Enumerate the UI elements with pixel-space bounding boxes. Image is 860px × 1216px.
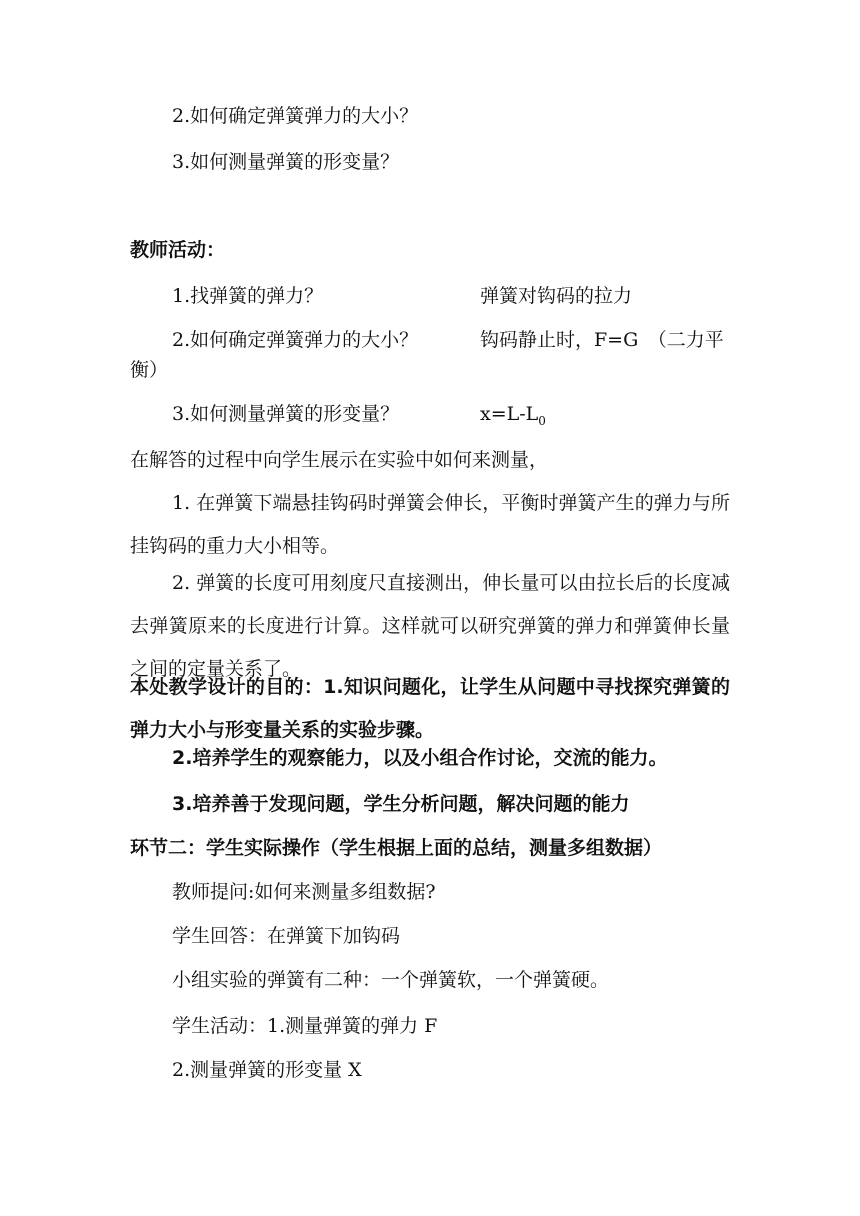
student-activity-2: 2.测量弹簧的形变量 X (172, 1059, 362, 1081)
formula-main: x=L-L (480, 403, 539, 425)
teacher-ask: 教师提问:如何来测量多组数据? (172, 881, 436, 903)
teacher-question-2: 2.如何确定弹簧弹力的大小？ (172, 329, 419, 351)
design-purpose-paragraph: 本处教学设计的目的：1.知识问题化，让学生从问题中寻找探究弹簧的弹力大小与形变量关系的实验步骤。 (130, 676, 730, 741)
design-purpose-3: 3.培养善于发现问题，学生分析问题，解决问题的能力 (172, 793, 630, 815)
teacher-answer-2: 钩码静止时，F=G （二力平 (480, 329, 724, 351)
teacher-answer-3 (480, 400, 546, 435)
group-experiment: 小组实验的弹簧有二种：一个弹簧软，一个弹簧硬。 (172, 969, 610, 991)
student-activity-1: 学生活动：1.测量弹簧的弹力 F (172, 1015, 438, 1037)
design-purpose-2: 2.培养学生的观察能力，以及小组合作讨论，交流的能力。 (172, 747, 668, 769)
teacher-question-1: 1.找弹簧的弹力？ (172, 285, 324, 307)
point-2-paragraph: 2. 弹簧的长度可用刻度尺直接测出，伸长量可以由拉长后的长度减去弹簧原来的长度进行计算。这样就可以研究弹簧的弹力和弹簧伸长量之间的定量关系了。 (130, 572, 730, 680)
question-3: 3.如何测量弹簧的形变量？ (172, 151, 400, 173)
question-2: 2.如何确定弹簧弹力的大小？ (172, 105, 419, 127)
intro-line: 在解答的过程中向学生展示在实验中如何来测量， (130, 449, 549, 471)
teacher-activity-heading: 教师活动： (130, 239, 226, 261)
student-answer: 学生回答：在弹簧下加钩码 (172, 925, 401, 947)
formula-subscript: 0 (538, 413, 546, 428)
teacher-answer-2-continuation: 衡） (130, 359, 169, 381)
teacher-question-3: 3.如何测量弹簧的形变量？ (172, 403, 400, 425)
teacher-answer-1: 弹簧对钩码的拉力 (480, 285, 633, 307)
point-1-paragraph: 1. 在弹簧下端悬挂钩码时弹簧会伸长，平衡时弹簧产生的弹力与所挂钩码的重力大小相等。 (130, 492, 730, 557)
section-2-heading: 环节二：学生实际操作（学生根据上面的总结，测量多组数据） (130, 837, 663, 859)
